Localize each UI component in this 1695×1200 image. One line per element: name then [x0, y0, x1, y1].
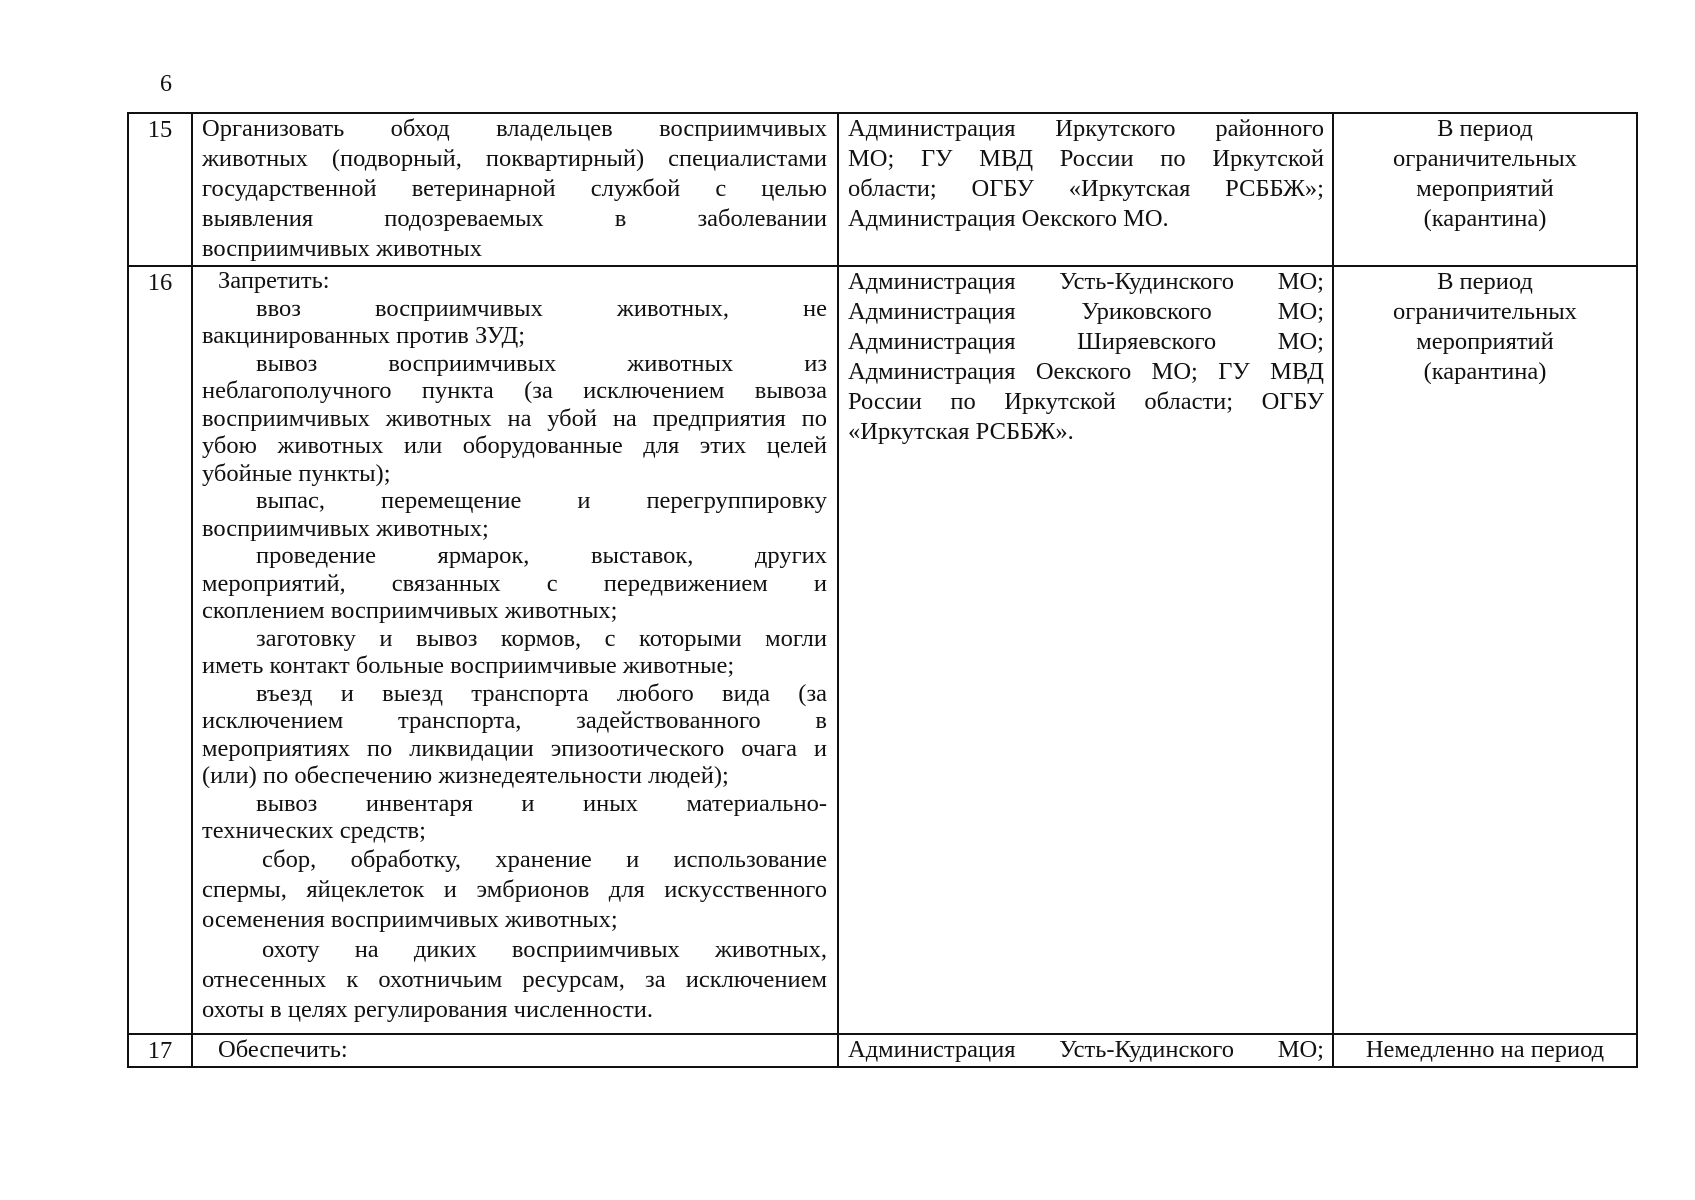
measure-line: (или) по обеспечению жизнедеятельности людей); [202, 762, 729, 789]
term-line: ограничительных [1393, 145, 1577, 172]
measure-line: спермы, яйцеклеток и эмбрионов для искусственного [202, 875, 827, 903]
measure-line: технических средств; [202, 817, 426, 844]
measure-cell [192, 113, 838, 266]
measure-line: восприимчивых животных; [202, 514, 489, 542]
measure-line: въезд и выезд транспорта любого вида (за [256, 679, 827, 707]
measure-line: вакцинированных против ЗУД; [202, 322, 525, 349]
row-number: 16 [128, 266, 192, 1034]
measure-line: Обеспечить: [218, 1036, 348, 1063]
term-cell [1333, 113, 1637, 266]
measure-line: восприимчивых животных на убой на предприятия по [202, 404, 827, 432]
term-line: (карантина) [1423, 205, 1547, 232]
measure-line: мероприятий, связанных с передвижением и [202, 569, 827, 597]
measure-line: вывоз восприимчивых животных из [256, 349, 827, 377]
measure-line: охоты в целях регулирования численности. [202, 995, 653, 1023]
responsible-line: Администрация Усть-Кудинского МО; [848, 268, 1324, 295]
measure-line: убою животных или оборудованные для этих целей [202, 432, 827, 459]
page-number: 6 [160, 71, 172, 97]
term-line: В период [1437, 115, 1533, 142]
measure-line: государственной ветеринарной службой с целью [202, 175, 827, 202]
measure-line: ввоз восприимчивых животных, не [256, 294, 827, 322]
measure-cell [192, 1034, 838, 1067]
term-cell [1333, 1034, 1637, 1067]
responsible-line: МО; ГУ МВД России по Иркутской [848, 145, 1324, 172]
responsible-line: Администрация Оекского МО; ГУ МВД [848, 358, 1324, 385]
responsible-line: России по Иркутской области; ОГБУ [848, 388, 1324, 415]
term-line: ограничительных [1393, 298, 1577, 325]
measure-line: выявления подозреваемых в заболевании [202, 205, 827, 232]
term-line: мероприятий [1416, 328, 1554, 355]
term-line: В период [1437, 268, 1533, 295]
responsible-cell [838, 113, 1333, 266]
responsible-line: «Иркутская РСББЖ». [848, 418, 1074, 445]
measure-cell [192, 266, 838, 1034]
term-cell [1333, 266, 1637, 1034]
responsible-line: области; ОГБУ «Иркутская РСББЖ»; [848, 175, 1324, 202]
term-line: (карантина) [1423, 358, 1547, 385]
measure-line: заготовку и вывоз кормов, с которыми могли [256, 624, 827, 652]
table-row [128, 113, 1637, 266]
row-number: 17 [128, 1034, 192, 1067]
measure-line: неблагополучного пункта (за исключением вывоза [202, 377, 827, 404]
measure-line: выпас, перемещение и перегруппировку [256, 487, 827, 514]
responsible-line: Администрация Иркутского районного [848, 115, 1324, 142]
responsible-cell [838, 266, 1333, 1034]
measure-line: иметь контакт больные восприимчивые животные; [202, 652, 735, 679]
measure-line: скоплением восприимчивых животных; [202, 597, 618, 624]
table-row [128, 1034, 1637, 1067]
responsible-line: Администрация Усть-Кудинского МО; [848, 1036, 1324, 1063]
responsible-line: Администрация Уриковского МО; [848, 298, 1324, 325]
measure-line: Организовать обход владельцев восприимчивых [202, 115, 827, 142]
measure-line: осеменения восприимчивых животных; [202, 905, 618, 933]
row-number: 15 [128, 113, 192, 266]
measure-line: исключением транспорта, задействованного в [202, 707, 827, 734]
measure-line: убойные пункты); [202, 459, 391, 487]
responsible-line: Администрация Оекского МО. [848, 205, 1169, 232]
responsible-line: Администрация Ширяевского МО; [848, 328, 1324, 355]
term-line: мероприятий [1416, 175, 1554, 202]
term-line: Немедленно на период [1365, 1036, 1605, 1063]
measure-line: отнесенных к охотничьим ресурсам, за исключением [202, 965, 827, 993]
measure-line: проведение ярмарок, выставок, других [256, 542, 827, 569]
measures-table [127, 112, 1638, 1068]
responsible-cell [838, 1034, 1333, 1067]
measure-line: охоту на диких восприимчивых животных, [262, 935, 827, 963]
measure-line: сбор, обработку, хранение и использование [262, 845, 827, 873]
measure-line: мероприятиях по ликвидации эпизоотического очага и [202, 734, 827, 762]
measure-line: вывоз инвентаря и иных материально- [256, 789, 827, 817]
measure-line: восприимчивых животных [202, 235, 482, 262]
measure-line: животных (подворный, поквартирный) специалистами [202, 145, 827, 172]
table-row [128, 266, 1637, 1034]
measure-line: Запретить: [218, 267, 330, 294]
